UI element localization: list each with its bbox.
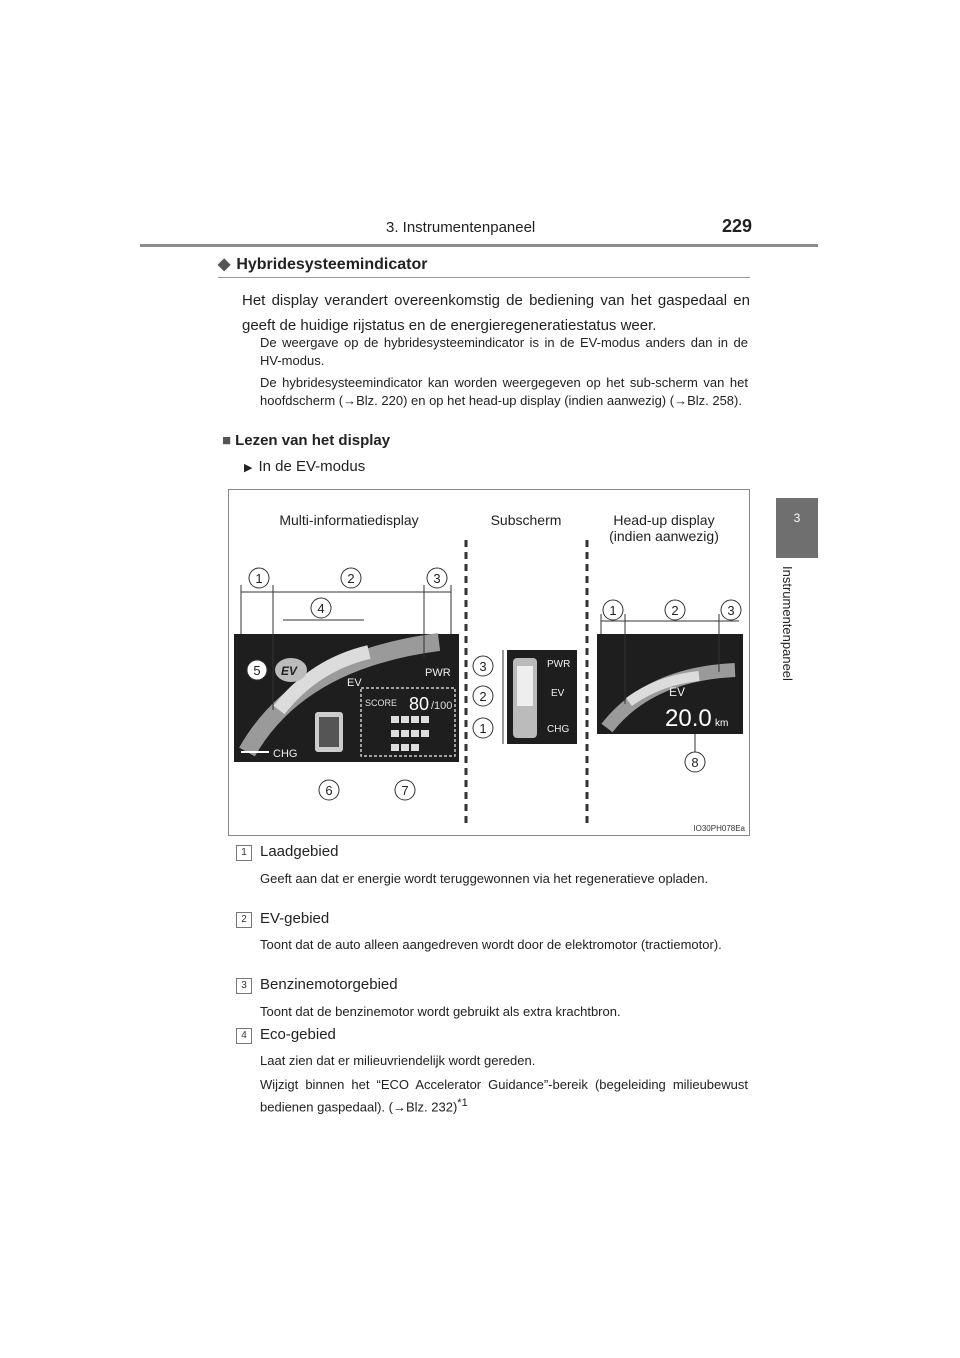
- chapter-tab-label: Instrumentenpaneel: [780, 566, 795, 681]
- callout-1: 1: [609, 603, 617, 618]
- item-description: Geeft aan dat er energie wordt teruggewonnen via het regeneratieve opladen.: [260, 871, 709, 886]
- callout-4: 4: [317, 601, 325, 616]
- chapter-title: 3. Instrumentenpaneel: [386, 219, 536, 236]
- score-label: SCORE: [365, 698, 398, 708]
- callout-6: 6: [325, 783, 333, 798]
- item-title: Benzinemotorgebied: [260, 976, 398, 993]
- note-paragraph: De hybridesysteemindicator kan worden weergegeven op het sub-scherm van het hoofdscherm (→Blz. 220) en op het head-up display (indien aanwezig) (→Blz. 258).: [260, 375, 748, 408]
- figure-label-sub: Subscherm: [490, 512, 562, 528]
- square-bullet-icon: ■: [222, 432, 232, 449]
- item-description: Toont dat de benzinemotor wordt gebruikt als extra krachtbron.: [260, 1004, 621, 1019]
- ev-badge-text: EV: [281, 664, 298, 678]
- figure-code: IO30PH078Ea: [693, 824, 745, 833]
- callout-7: 7: [401, 783, 409, 798]
- score-max: /100: [431, 700, 453, 712]
- item-description: Laat zien dat er milieuvriendelijk wordt gereden.: [260, 1053, 536, 1068]
- pwr-label: PWR: [425, 667, 451, 679]
- item-number: 3: [236, 978, 252, 994]
- sub-pwr-label: PWR: [547, 659, 571, 670]
- subsection-title-text: Lezen van het display: [235, 432, 391, 449]
- chapter-tab-number: 3: [793, 511, 801, 525]
- item-title: Eco-gebied: [260, 1026, 336, 1043]
- figure-label-hud-line2: (indien aanwezig): [609, 528, 719, 544]
- callout-2: 2: [347, 571, 355, 586]
- mode-label: In de EV-modus: [258, 458, 366, 475]
- page-number: 229: [722, 216, 753, 236]
- callout-8: 8: [691, 755, 699, 770]
- callout-2: 2: [671, 603, 679, 618]
- callout-5: 5: [253, 663, 261, 678]
- figure-label-hud-line1: Head-up display: [613, 512, 715, 528]
- mode-bullet: [244, 458, 365, 475]
- figure-drawing: [229, 490, 749, 835]
- triangle-bullet-icon: ▶: [244, 462, 253, 474]
- hud-unit: km: [715, 718, 729, 729]
- callout-1: 1: [479, 721, 487, 736]
- title-divider: [218, 277, 750, 278]
- hud-value: 20.0: [665, 705, 712, 732]
- item-title: EV-gebied: [260, 910, 330, 927]
- callout-2: 2: [479, 689, 487, 704]
- note-paragraph: De weergave op de hybridesysteemindicator is in de EV-modus anders dan in de HV-modus.: [260, 335, 748, 368]
- item-number: 4: [236, 1028, 252, 1044]
- section-title-text: Hybridesysteemindicator: [236, 256, 428, 273]
- chg-label: CHG: [273, 748, 298, 760]
- chapter-tab: [776, 498, 818, 558]
- callout-3: 3: [727, 603, 735, 618]
- header-divider: [140, 244, 818, 247]
- display-figure: [228, 489, 750, 836]
- ev-label: EV: [347, 677, 362, 689]
- sub-ev-label: EV: [551, 688, 565, 699]
- item-description: Toont dat de auto alleen aangedreven wordt door de elektromotor (tractiemotor).: [260, 937, 722, 952]
- score-value: 80: [409, 694, 430, 714]
- item-number: 2: [236, 912, 252, 928]
- intro-paragraph: Het display verandert overeenkomstig de bediening van het gaspedaal en geeft de huidige rijstatus en de energieregeneratiestatus weer.: [242, 292, 750, 334]
- item-title: Laadgebied: [260, 843, 339, 860]
- subsection-title: [222, 432, 390, 449]
- diamond-icon: ◆: [218, 256, 231, 273]
- item-description-text: Wijzigt binnen het “ECO Accelerator Guidance”-bereik (begeleiding milieubewust bedienen gaspedaal). (→Blz. 232): [260, 1077, 748, 1115]
- section-title: [218, 254, 428, 274]
- item-description: [260, 1076, 748, 1116]
- callout-3: 3: [479, 659, 487, 674]
- callout-3: 3: [433, 571, 441, 586]
- callout-1: 1: [255, 571, 263, 586]
- item-number: 1: [236, 845, 252, 861]
- sub-chg-label: CHG: [547, 724, 570, 735]
- footnote-marker: *1: [457, 1097, 468, 1109]
- hud-ev-label: EV: [669, 685, 686, 699]
- figure-label-mid: Multi-informatiedisplay: [279, 512, 419, 528]
